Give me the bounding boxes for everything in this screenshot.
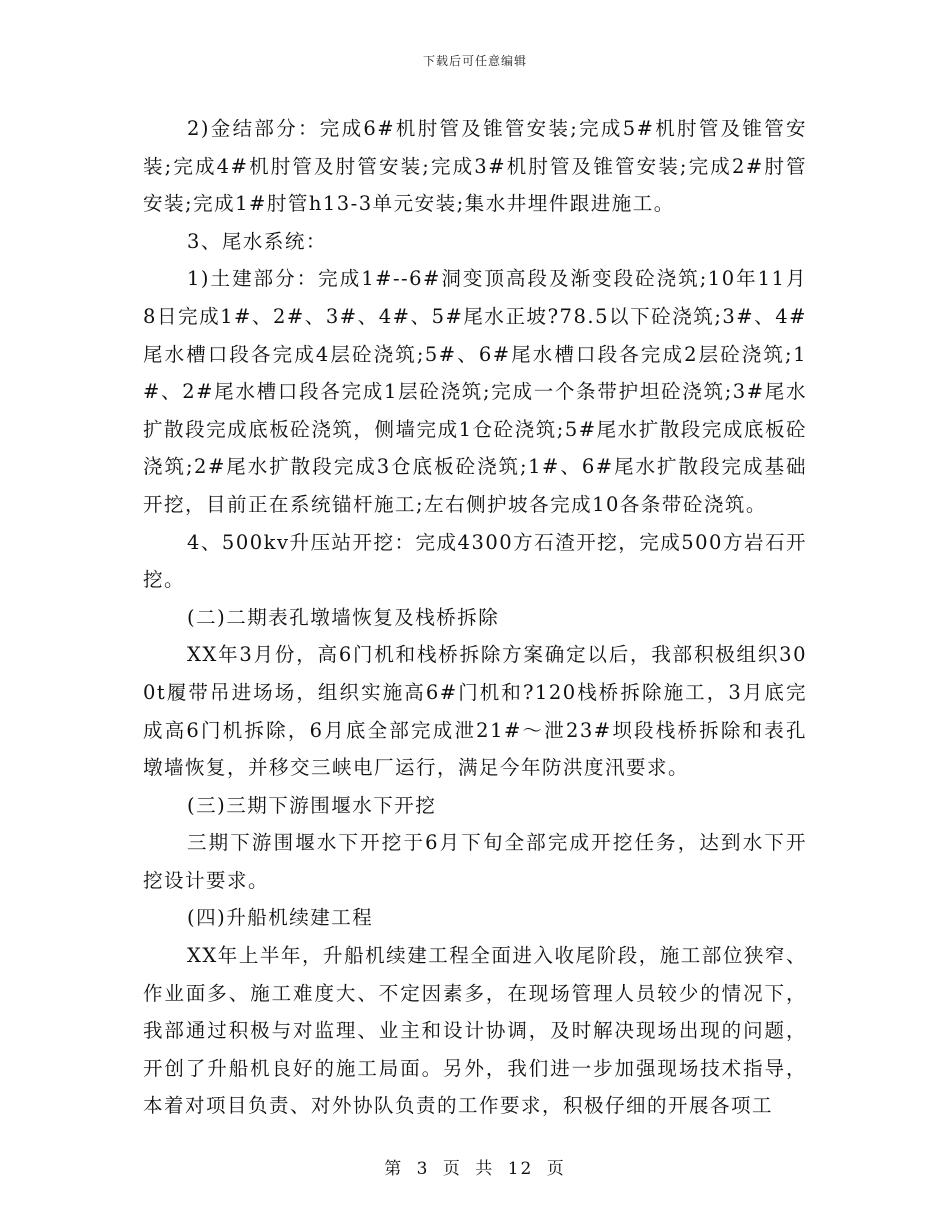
page-number-footer: 第 3 页 共 12 页 bbox=[384, 1159, 566, 1179]
paragraph-metal-structure: 2)金结部分：完成6#机肘管及锥管安装;完成5#机肘管及锥管安装;完成4#机肘管及肘管安装;完成3#机肘管及锥管安装;完成2#肘管安装;完成1#肘管h13-3单元安装;集水井埋件跟进施工。 bbox=[143, 117, 807, 216]
page-header-note: 下载后可任意编辑 bbox=[422, 54, 527, 68]
heading-ship-lift: (四)升船机续建工程 bbox=[187, 906, 374, 930]
paragraph-substation-excavation: 4、500kv升压站开挖：完成4300方石渣开挖，完成500方岩石开挖。 bbox=[143, 530, 807, 592]
paragraph-ship-lift-details: XX年上半年，升船机续建工程全面进入收尾阶段，施工部位狭窄、作业面多、施工难度大、不定因素多，在现场管理人员较少的情况下，我部通过积极与对监理、业主和设计协调，及时解决现场出现的问题，开创了升船机良好的施工局面。另外，我们进一步加强现场技术指导，本着对项目负责、对外协队负责的工作要求，积极仔细的开展各项工 bbox=[143, 944, 807, 1118]
paragraph-phase3-details: 三期下游围堰水下开挖于6月下旬全部完成开挖任务，达到水下开挖设计要求。 bbox=[143, 831, 807, 892]
document-body bbox=[143, 110, 807, 1125]
paragraph-civil-works: 1)土建部分：完成1#--6#洞变顶高段及渐变段砼浇筑;10年11月8日完成1#、2#、3#、4#、5#尾水正坡?78.5以下砼浇筑;3#、4#尾水槽口段各完成4层砼浇筑;5#、6#尾水槽口段各完成2层砼浇筑;1#、2#尾水槽口段各完成1层砼浇筑;完成一个条带护坦砼浇筑;3#尾水扩散段完成底板砼浇筑，侧墙完成1仓砼浇筑;5#尾水扩散段完成底板砼浇筑;2#尾水扩散段完成3仓底板砼浇筑;1#、6#尾水扩散段完成基础开挖，目前正在系统锚杆施工;左右侧护坡各完成10各条带砼浇筑。 bbox=[143, 267, 807, 516]
heading-tailwater-system: 3、尾水系统： bbox=[187, 229, 327, 253]
heading-phase3-cofferdam: (三)三期下游围堰水下开挖 bbox=[187, 793, 437, 817]
paragraph-phase2-details: XX年3月份，高6门机和栈桥拆除方案确定以后，我部积极组织300t履带吊进场场，组织实施高6#门机和?120栈桥拆除施工，3月底完成高6门机拆除，6月底全部完成泄21#～泄23#坝段栈桥拆除和表孔墩墙恢复，并移交三峡电厂运行，满足今年防洪度汛要求。 bbox=[143, 643, 807, 780]
heading-phase2-pier-restoration: (二)二期表孔墩墙恢复及栈桥拆除 bbox=[187, 605, 500, 629]
